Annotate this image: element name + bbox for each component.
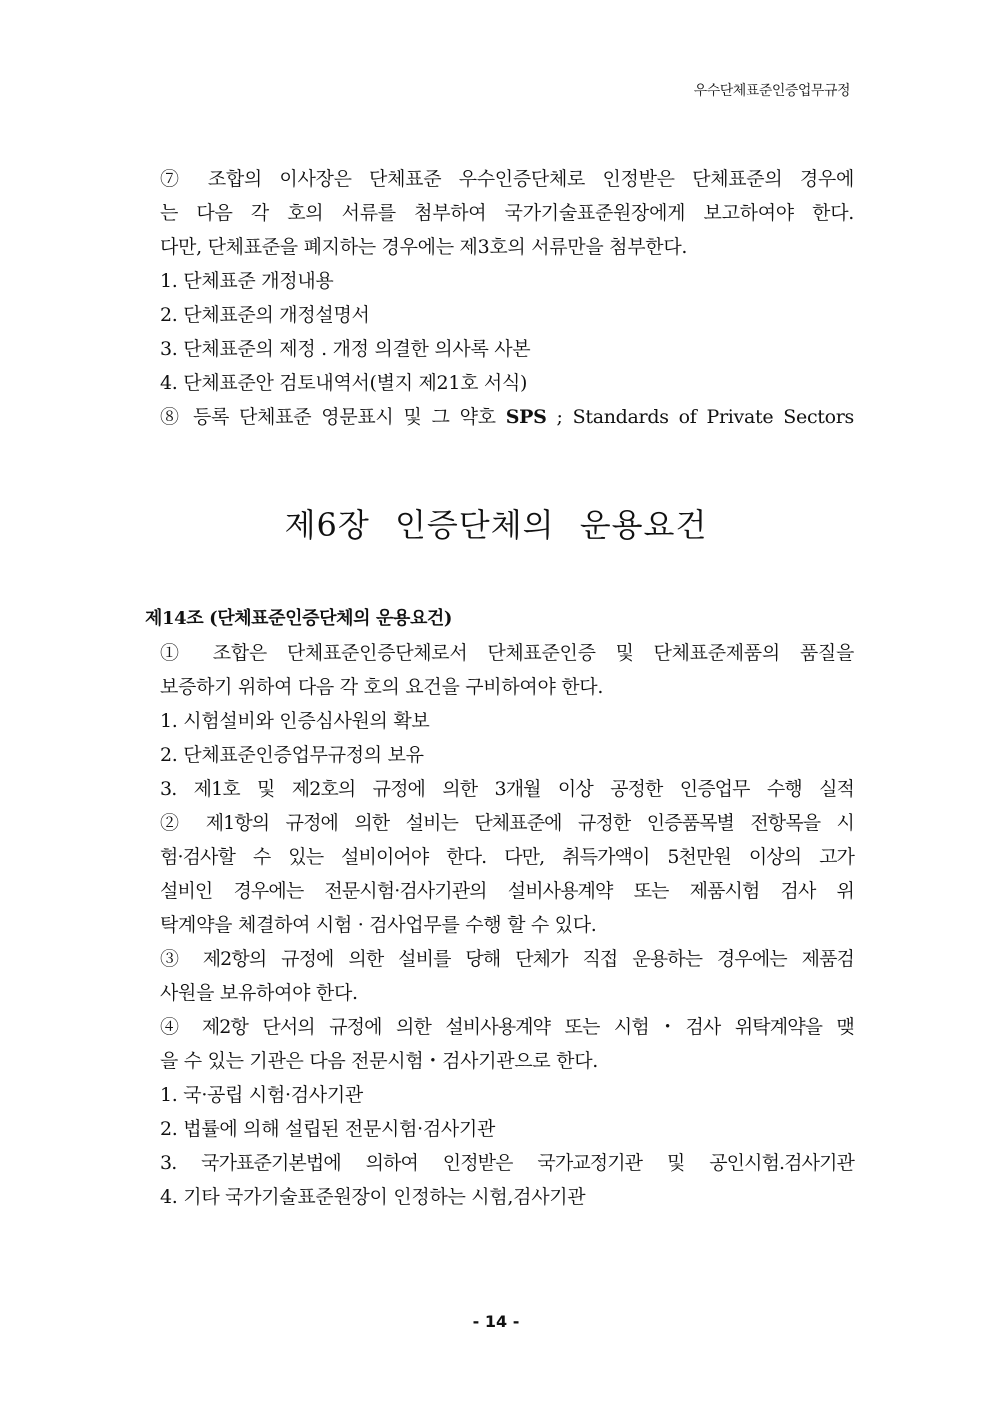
list-item: 2. 법률에 의해 설립된 전문시험·검사기관 — [160, 1118, 496, 1140]
paragraph-2-line-4: 탁계약을 체결하여 시험 · 검사업무를 수행 할 수 있다. — [160, 914, 597, 936]
paragraph-7-line-1: ⑦ 조합의 이사장은 단체표준 우수인증단체로 인정받은 단체표준의 경우에 — [160, 168, 854, 190]
list-item: 1. 시험설비와 인증심사원의 확보 — [160, 710, 430, 732]
paragraph-2-line-1: ② 제1항의 규정에 의한 설비는 단체표준에 규정한 인증품목별 전항목을 시 — [160, 812, 854, 834]
list-item: 3. 단체표준의 제정 . 개정 의결한 의사록 사본 — [160, 338, 531, 360]
sps-prefix: ⑧ 등록 단체표준 영문표시 및 그 약호 — [160, 406, 506, 428]
list-item: 3. 국가표준기본법에 의하여 인정받은 국가교정기관 및 공인시험.검사기관 — [160, 1152, 854, 1174]
paragraph-3-line-2: 사원을 보유하여야 한다. — [160, 982, 358, 1004]
paragraph-1-line-2: 보증하기 위하여 다음 각 호의 요건을 구비하여야 한다. — [160, 676, 604, 698]
chapter-title: 제6장 인증단체의 운용요건 — [284, 506, 708, 544]
list-item: 3. 제1호 및 제2호의 규정에 의한 3개월 이상 공정한 인증업무 수행 실적 — [160, 778, 854, 800]
page-number: - 14 - — [472, 1312, 520, 1331]
section-7-8-block — [160, 162, 854, 434]
list-item: 2. 단체표준인증업무규정의 보유 — [160, 744, 424, 766]
paragraph-7-line-3: 다만, 단체표준을 폐지하는 경우에는 제3호의 서류만을 첨부한다. — [160, 236, 688, 258]
list-item: 2. 단체표준의 개정설명서 — [160, 304, 370, 326]
paragraph-8 — [160, 400, 854, 434]
sps-suffix: ; Standards of Private Sectors — [546, 406, 854, 428]
paragraph-1-line-1: ① 조합은 단체표준인증단체로서 단체표준인증 및 단체표준제품의 품질을 — [160, 642, 854, 664]
list-item: 4. 단체표준안 검토내역서(별지 제21호 서식) — [160, 372, 528, 394]
list-item: 1. 단체표준 개정내용 — [160, 270, 334, 292]
paragraph-3-line-1: ③ 제2항의 규정에 의한 설비를 당해 단체가 직접 운용하는 경우에는 제품검 — [160, 948, 854, 970]
list-item: 1. 국·공립 시험·검사기관 — [160, 1084, 363, 1106]
paragraph-7-line-2: 는 다음 각 호의 서류를 첨부하여 국가기술표준원장에게 보고하여야 한다. — [160, 202, 854, 224]
paragraph-4-line-1: ④ 제2항 단서의 규정에 의한 설비사용계약 또는 시험・검사 위탁계약을 맺 — [160, 1016, 854, 1038]
paragraph-2-line-3: 설비인 경우에는 전문시험·검사기관의 설비사용계약 또는 제품시험 검사 위 — [160, 880, 854, 902]
paragraph-4-line-2: 을 수 있는 기관은 다음 전문시험・검사기관으로 한다. — [160, 1050, 599, 1072]
running-header: 우수단체표준인증업무규정 — [693, 83, 850, 99]
paragraph-2-line-2: 험·검사할 수 있는 설비이어야 한다. 다만, 취득가액이 5천만원 이상의 고가 — [160, 846, 854, 868]
article-14-body — [160, 636, 854, 1214]
list-item: 4. 기타 국가기술표준원장이 인정하는 시험,검사기관 — [160, 1186, 586, 1208]
sps-abbr: SPS — [505, 406, 547, 428]
article-title: 제14조 (단체표준인증단체의 운용요건) — [145, 608, 453, 629]
